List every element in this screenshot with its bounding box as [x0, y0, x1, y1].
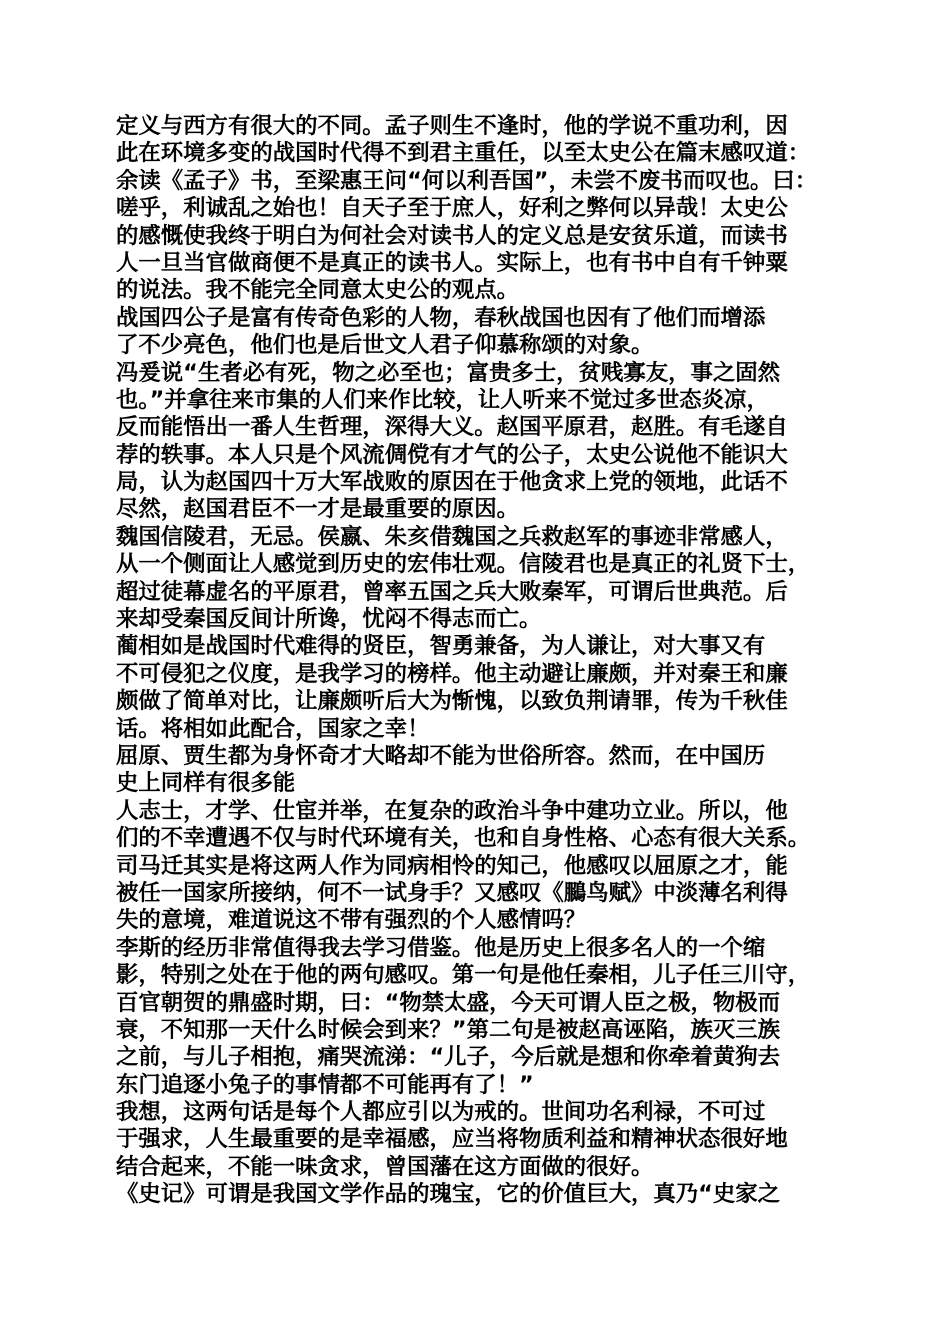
text-line: 话。将相如此配合，国家之幸！ [116, 715, 430, 742]
text-line: 蔺相如是战国时代难得的贤臣，智勇兼备，为人谦让，对大事又有 [116, 633, 766, 660]
text-line: 余读《孟子》书，至梁惠王问“何以利吾国”，未尝不废书而叹也。曰： [116, 167, 818, 194]
text-line: 尽然，赵国君臣不一才是最重要的原因。 [116, 496, 520, 523]
text-line: 之前，与儿子相抱，痛哭流涕：“儿子，今后就是想和你牵着黄狗去 [116, 1044, 781, 1071]
text-line: 战国四公子是富有传奇色彩的人物，春秋战国也因有了他们而增添 [116, 304, 766, 331]
text-line: 《史记》可谓是我国文学作品的瑰宝，它的价值巨大，真乃“史家之 [116, 1181, 781, 1208]
text-line: 屈原、贾生都为身怀奇才大略却不能为世俗所容。然而，在中国历 [116, 742, 766, 769]
text-line: 百官朝贺的鼎盛时期，曰：“物禁太盛，今天可谓人臣之极，物极而 [116, 989, 781, 1016]
text-line: 李斯的经历非常值得我去学习借鉴。他是历史上很多名人的一个缩 [116, 934, 766, 961]
text-line: 此在环境多变的战国时代得不到君主重任，以至太史公在篇末感叹道： [116, 140, 811, 167]
text-line: 来却受秦国反间计所谗，忧闷不得志而亡。 [116, 606, 542, 633]
text-line: 的感慨使我终于明白为何社会对读书人的定义总是安贫乐道，而读书 [116, 222, 788, 249]
text-line: 被任一国家所接纳，何不一试身手？又感叹《鵩鸟赋》中淡薄名利得 [116, 879, 788, 906]
text-line: 影，特别之处在于他的两句感叹。第一句是他任秦相，儿子任三川守， [116, 962, 811, 989]
text-line: 定义与西方有很大的不同。孟子则生不逢时，他的学说不重功利，因 [116, 113, 788, 139]
text-line: 局，认为赵国四十万大军战败的原因在于他贪求上党的领地，此话不 [116, 469, 788, 496]
text-line: 东门追逐小兔子的事情都不可能再有了！” [116, 1071, 534, 1098]
text-line: 从一个侧面让人感觉到历史的宏伟壮观。信陵君也是真正的礼贤下士， [116, 551, 811, 578]
text-line: 人志士，才学、仕宦并举，在复杂的政治斗争中建功立业。所以，他 [116, 797, 788, 824]
text-line: 了不少亮色，他们也是后世文人君子仰慕称颂的对象。 [116, 332, 654, 359]
text-line: 不可侵犯之仪度，是我学习的榜样。他主动避让廉颇，并对秦王和廉 [116, 660, 788, 687]
text-line: 失的意境，难道说这不带有强烈的个人感情吗？ [116, 907, 587, 934]
text-line: 结合起来，不能一味贪求，曾国藩在这方面做的很好。 [116, 1153, 654, 1180]
text-line: 反而能悟出一番人生哲理，深得大义。赵国平原君，赵胜。有毛遂自 [116, 414, 788, 441]
text-line: 也。”并拿往来市集的人们来作比较，让人听来不觉过多世态炎凉， [116, 386, 769, 413]
text-line: 的说法。我不能完全同意太史公的观点。 [116, 277, 520, 304]
text-line: 嗟乎，利诚乱之始也！自天子至于庶人，好利之弊何以异哉！太史公 [116, 195, 788, 222]
body-text [116, 113, 846, 1209]
text-line: 颇做了简单对比，让廉颇听后大为惭愧，以致负荆请罪，传为千秋佳 [116, 688, 788, 715]
text-line: 魏国信陵君，无忌。侯嬴、朱亥借魏国之兵救赵军的事迹非常感人， [116, 523, 788, 550]
text-line: 于强求，人生最重要的是幸福感，应当将物质利益和精神状态很好地 [116, 1126, 788, 1153]
text-line: 超过徒幕虚名的平原君，曾率五国之兵大败秦军，可谓后世典范。后 [116, 578, 788, 605]
text-line: 们的不幸遭遇不仅与时代环境有关，也和自身性格、心态有很大关系。 [116, 825, 811, 852]
text-line: 衰，不知那一天什么时候会到来？”第二句是被赵高诬陷，族灭三族 [116, 1016, 781, 1043]
text-line: 荐的轶事。本人只是个风流倜傥有才气的公子，太史公说他不能识大 [116, 441, 788, 468]
text-line: 冯爰说“生者必有死，物之必至也；富贵多士，贫贱寡友，事之固然 [116, 359, 781, 386]
text-line: 司马迁其实是将这两人作为同病相怜的知己，他感叹以屈原之才，能 [116, 852, 788, 879]
text-line: 我想，这两句话是每个人都应引以为戒的。世间功名利禄，不可过 [116, 1099, 766, 1126]
text-line: 人一旦当官做商便不是真正的读书人。实际上，也有书中自有千钟粟 [116, 249, 788, 276]
text-line: 史上同样有很多能 [116, 770, 296, 797]
